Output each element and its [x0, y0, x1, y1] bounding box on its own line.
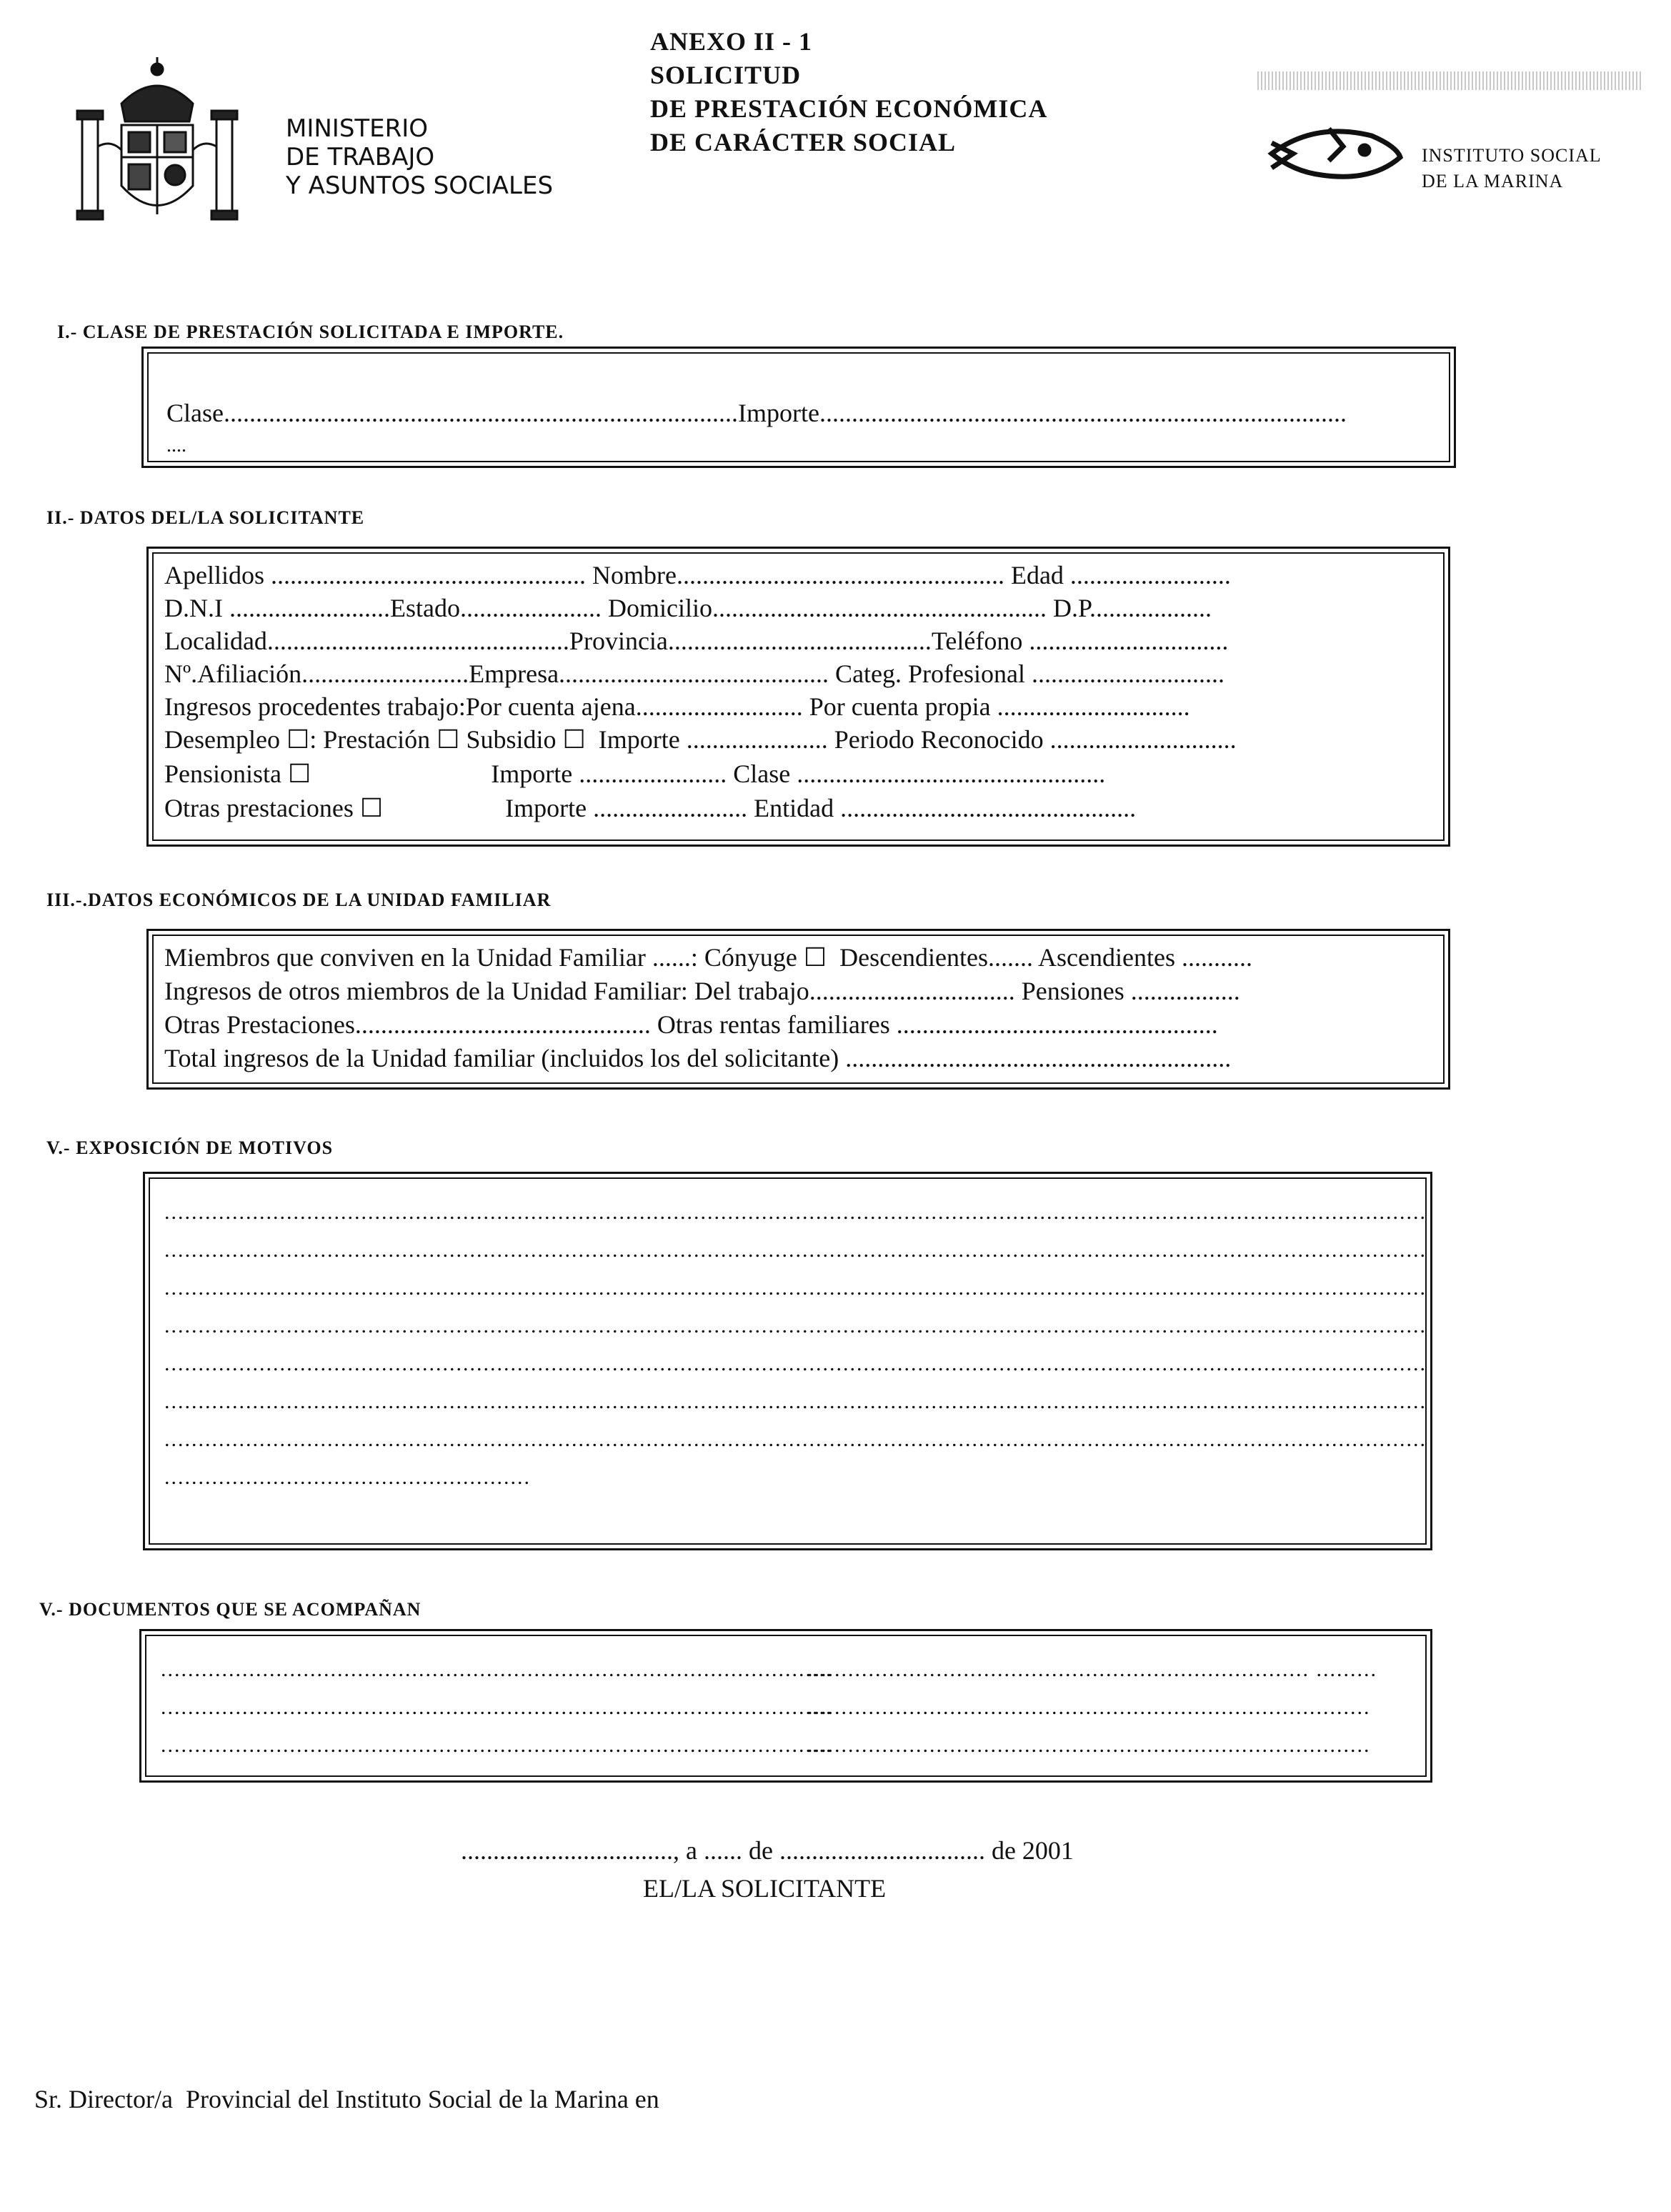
- document-right-line-2[interactable]: ...................................................................................: [807, 1695, 1371, 1719]
- field-row-otras-prestaciones[interactable]: Otras prestaciones ☐ Importe ........................ Entidad ..............................................: [164, 794, 1137, 822]
- institute-line-1: INSTITUTO SOCIAL: [1422, 145, 1602, 166]
- motivos-line-7[interactable]: ..........................................................................................................................................................................................: [164, 1428, 1427, 1451]
- ministry-line-2: DE TRABAJO: [286, 143, 435, 171]
- field-row-apellidos[interactable]: Apellidos ................................................. Nombre................................................... Edad .........................: [164, 561, 1231, 589]
- signature-date-line[interactable]: ................................., a ...... de ................................ de 2001: [461, 1836, 1074, 1865]
- field-row-ingresos[interactable]: Ingresos procedentes trabajo:Por cuenta ajena.......................... Por cuenta propia ..............................: [164, 692, 1190, 721]
- motivos-line-4[interactable]: ..........................................................................................................................................................................................: [164, 1314, 1427, 1337]
- document-left-line-1[interactable]: ...................................................................................................: [161, 1658, 833, 1681]
- section1-heading: I.- CLASE DE PRESTACIÓN SOLICITADA E IMPORTE.: [57, 322, 564, 342]
- section1-line-2[interactable]: ....: [166, 434, 186, 457]
- field-row-otras-prestaciones-familia[interactable]: Otras Prestaciones.............................................. Otras rentas familiares ..................................................: [164, 1010, 1218, 1039]
- field-row-miembros[interactable]: Miembros que conviven en la Unidad Familiar ......: Cónyuge ☐ Descendientes....... Ascendientes ...........: [164, 943, 1252, 972]
- field-row-ingresos-otros[interactable]: Ingresos de otros miembros de la Unidad Familiar: Del trabajo................................ Pensiones .................: [164, 977, 1240, 1005]
- field-row-dni[interactable]: D.N.I .........................Estado...................... Domicilio.................................................... D.P...................: [164, 594, 1212, 622]
- ministry-name: [286, 114, 553, 200]
- institute-line-2: DE LA MARINA: [1422, 171, 1564, 191]
- field-row-desempleo[interactable]: Desempleo ☐: Prestación ☐ Subsidio ☐ Importe ...................... Periodo Reconocido .............................: [164, 725, 1237, 754]
- field-row-localidad[interactable]: Localidad...............................................Provincia.........................................Teléfono ...............................: [164, 627, 1229, 655]
- halftone-strip: [1257, 71, 1643, 90]
- title-line-1: ANEXO II - 1: [650, 27, 813, 56]
- motivos-line-8[interactable]: ......................................................: [164, 1465, 531, 1489]
- document-left-line-2[interactable]: ...................................................................................................: [161, 1695, 833, 1719]
- motivos-line-3[interactable]: ..........................................................................................................................................................................................: [164, 1276, 1427, 1300]
- coat-of-arms-icon: [71, 54, 243, 232]
- addressee-line: Sr. Director/a Provincial del Instituto Social de la Marina en: [34, 2085, 659, 2113]
- section4-heading: V.- EXPOSICIÓN DE MOTIVOS: [46, 1137, 334, 1158]
- field-row-afiliacion[interactable]: Nº.Afiliación..........................Empresa.......................................... Categ. Profesional ..............................: [164, 659, 1224, 688]
- document-right-line-3[interactable]: ...................................................................................: [807, 1733, 1371, 1757]
- motivos-line-5[interactable]: ..........................................................................................................................................................................................: [164, 1352, 1427, 1375]
- section1-line-1[interactable]: Clase................................................................................Importe..................................................................................: [166, 399, 1347, 427]
- signature-label: EL/LA SOLICITANTE: [643, 1874, 887, 1903]
- motivos-line-6[interactable]: ..........................................................................................................................................................................................: [164, 1390, 1427, 1413]
- field-row-total-ingresos[interactable]: Total ingresos de la Unidad familiar (incluidos los del solicitante) ............................................................: [164, 1044, 1232, 1072]
- field-row-pensionista[interactable]: Pensionista ☐ Importe ....................... Clase ................................................: [164, 759, 1106, 788]
- title-line-4: DE CARÁCTER SOCIAL: [650, 128, 957, 156]
- ministry-line-3: Y ASUNTOS SOCIALES: [286, 171, 554, 200]
- document-left-line-3[interactable]: ...................................................................................................: [161, 1733, 833, 1757]
- title-line-3: DE PRESTACIÓN ECONÓMICA: [650, 94, 1048, 123]
- title-line-2: SOLICITUD: [650, 61, 802, 89]
- ministry-line-1: MINISTERIO: [286, 114, 429, 143]
- motivos-line-2[interactable]: ..........................................................................................................................................................................................: [164, 1238, 1427, 1262]
- motivos-line-1[interactable]: ..........................................................................................................................................................................................: [164, 1200, 1427, 1224]
- section2-heading: II.- DATOS DEL/LA SOLICITANTE: [46, 507, 365, 528]
- section3-heading: III.-.DATOS ECONÓMICOS DE LA UNIDAD FAMILIAR: [46, 890, 552, 910]
- section5-heading: V.- DOCUMENTOS QUE SE ACOMPAÑAN: [39, 1599, 422, 1620]
- institute-logo-icon: [1265, 118, 1407, 189]
- document-title: [650, 25, 1047, 159]
- institute-name: [1422, 143, 1602, 194]
- document-right-line-1[interactable]: .......................................................................... .........: [807, 1658, 1377, 1681]
